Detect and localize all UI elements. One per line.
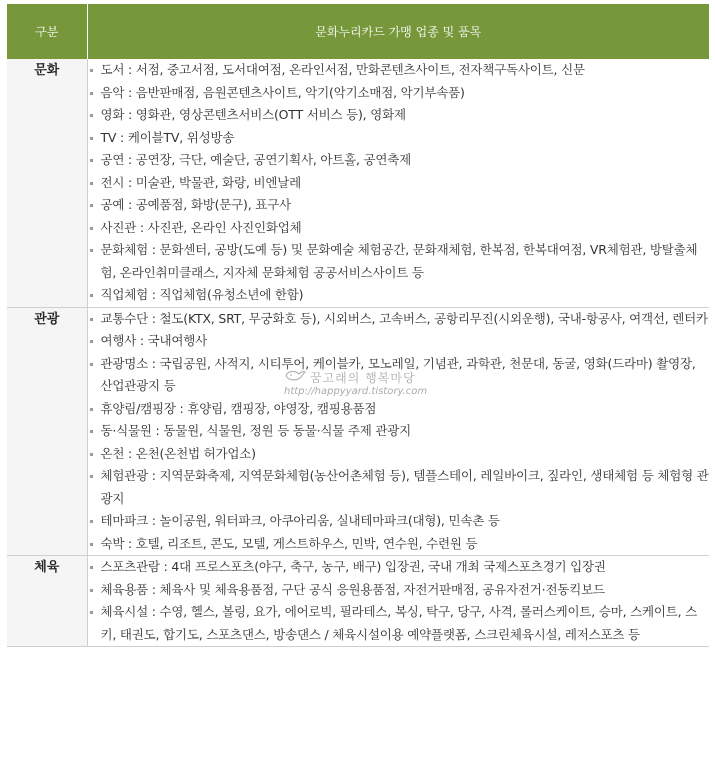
table-header-row <box>7 4 709 59</box>
list-item: 직업체험 : 직업체험(유청소년에 한함) <box>88 284 710 307</box>
list-item: 음악 : 음반판매점, 음원콘텐츠사이트, 악기(악기소매점, 악기부속품) <box>88 82 710 105</box>
list-item: 휴양림/캠핑장 : 휴양림, 캠핑장, 야영장, 캠핑용품점 <box>88 398 710 421</box>
list-item: 사진관 : 사진관, 온라인 사진인화업체 <box>88 217 710 240</box>
list-item: 문화체험 : 문화센터, 공방(도예 등) 및 문화예술 체험공간, 문화재체험, 한복점, 한복대여점, VR체험관, 방탈출체험, 온라인취미클래스, 지자체 문화체험 공공서비스사이트 등 <box>88 239 710 284</box>
merchant-category-table <box>7 4 709 647</box>
items-culture <box>87 59 709 307</box>
items-tourism <box>87 307 709 556</box>
list-item: 영화 : 영화관, 영상콘텐츠서비스(OTT 서비스 등), 영화제 <box>88 104 710 127</box>
table-row-tourism <box>7 307 709 556</box>
items-sports <box>87 556 709 647</box>
watermark-title: 꿈고래의 행복마당 <box>310 371 416 385</box>
list-item: TV : 케이블TV, 위성방송 <box>88 127 710 150</box>
list-item: 도서 : 서점, 중고서점, 도서대여점, 온라인서점, 만화콘텐츠사이트, 전자책구독사이트, 신문 <box>88 59 710 82</box>
header-category: 구분 <box>7 4 87 59</box>
list-item: 온천 : 온천(온천법 허가업소) <box>88 443 710 466</box>
whale-icon <box>284 367 306 383</box>
list-item: 숙박 : 호텔, 리조트, 콘도, 모텔, 게스트하우스, 민박, 연수원, 수련원 등 <box>88 533 710 556</box>
list-item: 테마파크 : 놀이공원, 워터파크, 아쿠아리움, 실내테마파크(대형), 민속촌 등 <box>88 510 710 533</box>
blog-watermark <box>284 367 464 401</box>
list-item: 전시 : 미술관, 박물관, 화랑, 비엔날레 <box>88 172 710 195</box>
list-item: 공연 : 공연장, 극단, 예술단, 공연기획사, 아트홀, 공연축제 <box>88 149 710 172</box>
tourism-list <box>88 308 710 556</box>
list-item: 체험관광 : 지역문화축제, 지역문화체험(농산어촌체험 등), 템플스테이, 레일바이크, 짚라인, 생태체험 등 체험형 관광지 <box>88 465 710 510</box>
category-sports: 체육 <box>7 556 87 647</box>
watermark-url: http://happyyard.tistory.com <box>284 386 428 397</box>
list-item: 여행사 : 국내여행사 <box>88 330 710 353</box>
list-item: 공예 : 공예품점, 화방(문구), 표구사 <box>88 194 710 217</box>
header-items: 문화누리카드 가맹 업종 및 품목 <box>87 4 709 59</box>
table-row-culture <box>7 59 709 307</box>
list-item: 교통수단 : 철도(KTX, SRT, 무궁화호 등), 시외버스, 고속버스, 공항리무진(시외운행), 국내-항공사, 여객선, 렌터카 <box>88 308 710 331</box>
sports-list <box>88 556 710 646</box>
list-item: 체육용품 : 체육사 및 체육용품점, 구단 공식 응원용품점, 자전거판매점, 공유자전거·전동킥보드 <box>88 579 710 602</box>
category-tourism: 관광 <box>7 307 87 556</box>
list-item: 스포츠관람 : 4대 프로스포츠(야구, 축구, 농구, 배구) 입장권, 국내 개최 국제스포츠경기 입장권 <box>88 556 710 579</box>
category-culture: 문화 <box>7 59 87 307</box>
list-item: 관광명소 : 국립공원, 사적지, 시티투어, 케이블카, 모노레일, 기념관, 과학관, 천문대, 동굴, 영화(드라마) 촬영장, 산업관광지 등 <box>88 353 710 398</box>
list-item: 체육시설 : 수영, 헬스, 볼링, 요가, 에어로빅, 필라테스, 복싱, 탁구, 당구, 사격, 롤러스케이트, 승마, 스케이트, 스키, 태권도, 합기도, 스포츠댄스, 방송댄스 / 체육시설이용 예약플랫폼, 스크린체육시설, 레저스포츠 등 <box>88 601 710 646</box>
list-item: 동·식물원 : 동물원, 식물원, 정원 등 동물·식물 주제 관광지 <box>88 420 710 443</box>
table-row-sports <box>7 556 709 647</box>
culture-list <box>88 59 710 307</box>
